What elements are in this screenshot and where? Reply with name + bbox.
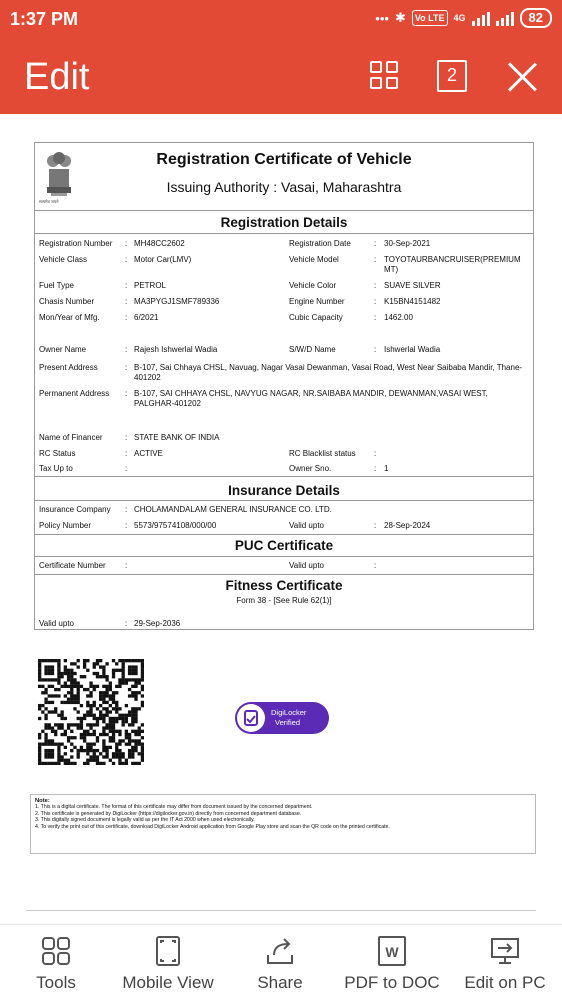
separator: : xyxy=(374,297,377,306)
battery-icon: 82 xyxy=(520,8,552,28)
page-title: Edit xyxy=(24,56,90,98)
tools-icon xyxy=(40,935,72,967)
field-label: Cubic Capacity xyxy=(289,313,343,322)
puc-section-title: PUC Certificate xyxy=(234,538,334,553)
bluetooth-icon: ✱ xyxy=(394,10,406,25)
divider xyxy=(35,500,533,501)
pdf-to-doc-icon xyxy=(376,935,408,967)
status-icons xyxy=(375,8,552,28)
digilocker-label: DigiLocker xyxy=(271,708,307,717)
clock: 1:37 PM xyxy=(10,9,79,29)
share-button[interactable]: Share xyxy=(224,925,336,1001)
field-value: SUAVE SILVER xyxy=(384,281,441,290)
issuing-authority: Issuing Authority : Vasai, Maharashtra xyxy=(166,179,402,195)
verified-label: Verified xyxy=(275,718,301,727)
note-line: 1. This is a digital certificate. The format of this certificate may differ from document issued by the concerned department. xyxy=(35,804,313,811)
separator: : xyxy=(374,313,377,322)
fitness-form: Form 38 - [See Rule 62(1)] xyxy=(236,596,332,605)
field-value: MH48CC2602 xyxy=(134,239,185,248)
share-icon xyxy=(264,935,296,967)
emblem-caption: सत्यमेव जयते xyxy=(39,199,59,204)
field-value: MA3PYGJ1SMF789336 xyxy=(134,297,220,306)
field-label: Registration Date xyxy=(289,239,351,248)
field-label: S/W/D Name xyxy=(289,345,336,354)
edit-on-pc-button[interactable]: Edit on PC xyxy=(448,925,562,1001)
separator: : xyxy=(125,255,128,264)
mobile-view-icon xyxy=(152,935,184,967)
separator: : xyxy=(125,281,128,290)
divider xyxy=(35,476,533,477)
pdf-to-doc-button[interactable]: W PDF to DOC xyxy=(336,925,448,1001)
separator: : xyxy=(374,345,377,354)
separator: : xyxy=(374,281,377,290)
qr-code xyxy=(38,659,144,765)
separator: : xyxy=(125,297,128,306)
digilocker-verified-badge xyxy=(235,702,329,734)
page-separator xyxy=(26,910,536,911)
certificate-header xyxy=(35,143,533,211)
field-label: Engine Number xyxy=(289,297,345,306)
divider xyxy=(35,574,533,575)
field-label: Registration Number xyxy=(39,239,113,248)
separator: : xyxy=(374,255,377,264)
document-view[interactable] xyxy=(0,114,562,924)
note-title: Note: xyxy=(35,798,50,804)
registration-section-title: Registration Details xyxy=(220,215,348,230)
fitness-section-title: Fitness Certificate xyxy=(225,578,343,593)
digilocker-icon xyxy=(237,704,265,732)
more-dots-icon: ••• xyxy=(375,10,389,26)
field-value: Rajesh Ishwerlal Wadia xyxy=(134,345,218,354)
divider xyxy=(35,233,533,234)
page-count-button[interactable]: 2 xyxy=(437,60,467,92)
field-value: 30-Sep-2021 xyxy=(384,239,431,248)
field-label: Vehicle Class xyxy=(39,255,88,264)
separator: : xyxy=(125,345,128,354)
field-label: Owner Name xyxy=(39,345,87,354)
field-label: Fuel Type xyxy=(39,281,74,290)
note-line: 2. This certificate is generated by DigiLocker (https://digilocker.gov.in) directly from concerned department database. xyxy=(35,810,302,817)
field-label: Mon/Year of Mfg. xyxy=(39,313,100,322)
note-line: 4. To verify the print out of this certificate, download DigiLocker Android application from Google Play store and scan the QR code on the printed certificate. xyxy=(35,823,390,830)
note-box xyxy=(30,794,536,854)
certificate: सत्यमेव जयते Registration Certificate of Vehicle Issuing Authority : Vasai, Maharashtra Registration Details Registration Number : MH48CC2602 Registration Date : 30-Sep-2021 Vehicle Class : Motor Car(LMV) Vehicle Model : TOYOTAURBANCRUISER(PREMIUM MT) Fuel Type : PETROL Vehicle Color : SUAVE SILVER Chasis Number : MA3PYGJ1SMF789336 Engine Number : K15BN4151482 Mon/Year of Mfg. : 6/2021 Cubic Capacity : 1462.00 Owner Name : Rajesh Ishwerlal Wadia S/W/D Name : Ishwerlal Wadia Present Address : B-107, Sai Chhaya CHSL, Navuag, Nagar Vasai Dewanman, Vasai Road, West Near Saibaba Mandir, Thane-401202 Permanent Address : B-107, SAI CHHAYA CHSL, NAVYUG NAGAR, NR.SAIBABA MANDIR, DEWANMAN,VASAI WEST, PALGHAR-401202 Name of Financer : STATE BANK OF INDIA RC Status : ACTIVE RC Blacklist status : Tax Up to : Owner Sno. : 1 Insurance Details Insurance Company : CHOLAMANDALAM GENERAL INSURANCE CO. LTD. Policy Number : 5573/97574108/000/00 Valid upto : 28-Sep-2024 PUC Certificate Certificate Number : Valid upto : Fitness Certificate Form 38 - [See Rule 62(1)] Valid upto : 29-Sep-2036 xyxy=(34,142,534,630)
field-value: PETROL xyxy=(134,281,167,290)
status-bar xyxy=(0,0,562,40)
edit-on-pc-icon xyxy=(489,935,521,967)
bottom-toolbar xyxy=(0,924,562,1000)
field-value: 1462.00 xyxy=(384,313,413,322)
mobile-view-button[interactable]: Mobile View xyxy=(112,925,224,1001)
separator: : xyxy=(125,239,128,248)
field-value: 6/2021 xyxy=(134,313,159,322)
field-value: TOYOTAURBANCRUISER(PREMIUM MT) xyxy=(384,255,521,274)
volte-icon: Vo LTE xyxy=(412,10,448,26)
field-label: Chasis Number xyxy=(39,297,95,306)
insurance-section-title: Insurance Details xyxy=(228,483,340,498)
separator: : xyxy=(374,239,377,248)
svg-text:W: W xyxy=(385,944,399,960)
signal-icon xyxy=(472,10,490,26)
grid-view-icon[interactable] xyxy=(368,60,402,94)
divider xyxy=(35,534,533,535)
app-bar xyxy=(0,0,562,114)
note-line: 3. This digitally signed document is legally valid as per the IT Act 2000 when used electronically. xyxy=(35,817,255,824)
divider xyxy=(35,556,533,557)
field-value: Ishwerlal Wadia xyxy=(384,345,441,354)
signal-2-icon xyxy=(496,10,514,26)
tools-button[interactable]: Tools xyxy=(0,925,112,1001)
field-value: K15BN4151482 xyxy=(384,297,441,306)
field-label: Vehicle Model xyxy=(289,255,339,264)
separator: : xyxy=(125,313,128,322)
network-type: 4G xyxy=(453,13,466,23)
field-value: Motor Car(LMV) xyxy=(134,255,192,264)
close-icon[interactable] xyxy=(505,60,539,94)
field-label: Vehicle Color xyxy=(289,281,337,290)
certificate-title: Registration Certificate of Vehicle xyxy=(156,151,412,168)
